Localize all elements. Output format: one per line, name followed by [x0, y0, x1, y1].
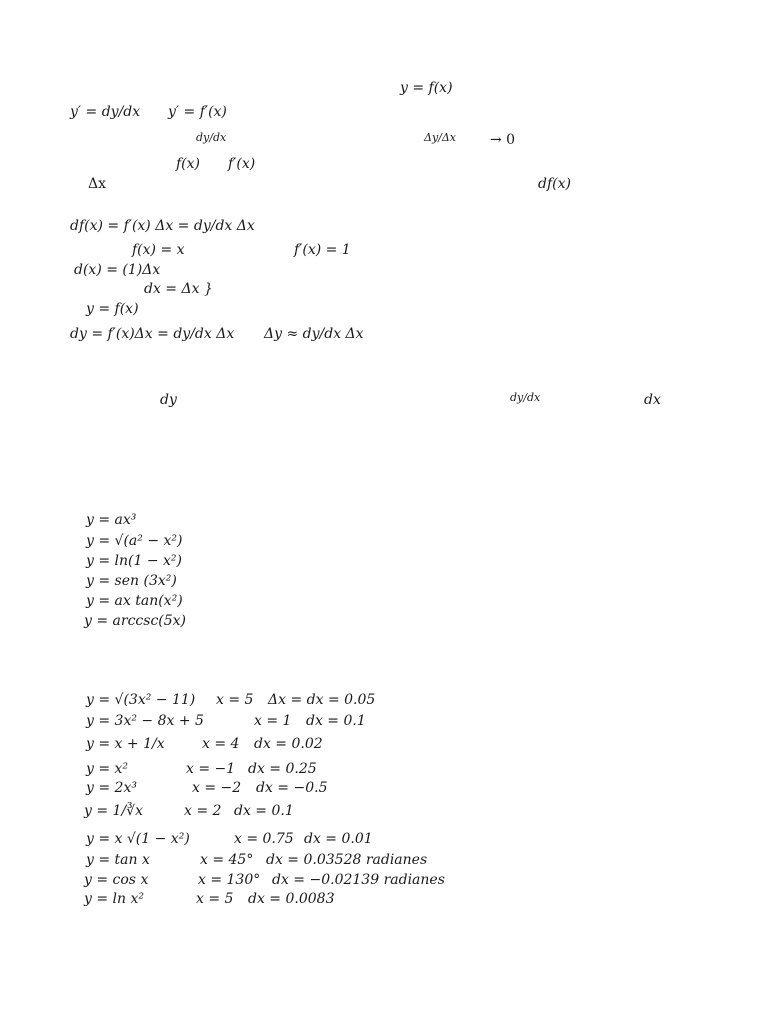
problem-6-x: x = 2	[184, 803, 222, 819]
problem-1-x: x = 5	[216, 692, 254, 708]
problem-4-x: x = −1	[186, 761, 236, 777]
symbol-dfx: df(x)	[538, 176, 571, 192]
exercise-item-3: y = ln(1 − x²)	[86, 553, 183, 569]
problem-7-x: x = 0.75	[234, 831, 294, 847]
problem-6-function: y = 1/∛x	[84, 803, 143, 819]
problem-6-dx: dx = 0.1	[234, 803, 294, 819]
problem-10-dx: dx = 0.0083	[248, 891, 335, 907]
symbol-dy: dy	[160, 392, 177, 408]
problem-9-function: y = cos x	[84, 872, 149, 888]
problem-4-function: y = x²	[86, 761, 129, 777]
formula-dfx-definition: df(x) = f′(x) Δx = dy/dx Δx	[70, 218, 255, 234]
formula-y-equals-fx: y = f(x)	[400, 80, 453, 96]
problem-1-function: y = √(3x² − 11)	[86, 692, 196, 708]
problem-8-dx: dx = 0.03528 radianes	[266, 852, 428, 868]
formula-yprime-fprime: y′ = f′(x)	[168, 104, 227, 120]
symbol-fx: f(x)	[176, 156, 201, 172]
symbol-fprime-x: f′(x)	[228, 156, 256, 172]
problem-5-dx: dx = −0.5	[256, 780, 328, 796]
fraction-deltay-deltax: Δy/Δx	[424, 131, 457, 144]
problem-9-dx: dx = −0.02139 radianes	[272, 872, 445, 888]
exercise-item-2: y = √(a² − x²)	[86, 533, 183, 549]
exercise-item-5: y = ax tan(x²)	[86, 593, 183, 609]
formula-dy-definition: dy = f′(x)Δx = dy/dx Δx	[70, 326, 235, 342]
fraction-dy-dx-2: dy/dx	[510, 391, 541, 404]
problem-4-dx: dx = 0.25	[248, 761, 317, 777]
problem-8-x: x = 45°	[200, 852, 254, 868]
problem-7-dx: dx = 0.01	[304, 831, 373, 847]
exercise-item-4: y = sen (3x²)	[86, 573, 177, 589]
problem-5-x: x = −2	[192, 780, 242, 796]
formula-y-fx-2: y = f(x)	[86, 301, 139, 317]
symbol-dx: dx	[644, 392, 661, 408]
formula-fprime-equals-1: f′(x) = 1	[294, 242, 351, 258]
problem-9-x: x = 130°	[198, 872, 261, 888]
problem-8-function: y = tan x	[86, 852, 150, 868]
problem-3-function: y = x + 1/x	[86, 736, 165, 752]
problem-10-x: x = 5	[196, 891, 234, 907]
problem-3-dx: dx = 0.02	[254, 736, 323, 752]
arrow-to-zero: → 0	[490, 132, 516, 148]
problem-10-function: y = ln x²	[84, 891, 144, 907]
problem-1-dx: Δx = dx = 0.05	[268, 692, 376, 708]
problem-2-dx: dx = 0.1	[306, 713, 366, 729]
problem-7-function: y = x √(1 − x²)	[86, 831, 190, 847]
formula-deltay-approx: Δy ≈ dy/dx Δx	[264, 326, 364, 342]
exercise-item-1: y = ax³	[86, 512, 137, 528]
problem-5-function: y = 2x³	[86, 780, 137, 796]
fraction-dy-dx: dy/dx	[196, 131, 227, 144]
problem-3-x: x = 4	[202, 736, 240, 752]
formula-dx-1-deltax: d(x) = (1)Δx	[74, 262, 161, 278]
formula-fx-equals-x: f(x) = x	[132, 242, 185, 258]
formula-yprime-dydx: y′ = dy/dx	[70, 104, 141, 120]
formula-dx-equals-deltax: dx = Δx }	[144, 281, 213, 297]
exercise-item-6: y = arccsc(5x)	[84, 613, 187, 629]
symbol-delta-x: Δx	[88, 176, 107, 192]
problem-2-x: x = 1	[254, 713, 292, 729]
problem-2-function: y = 3x² − 8x + 5	[86, 713, 204, 729]
